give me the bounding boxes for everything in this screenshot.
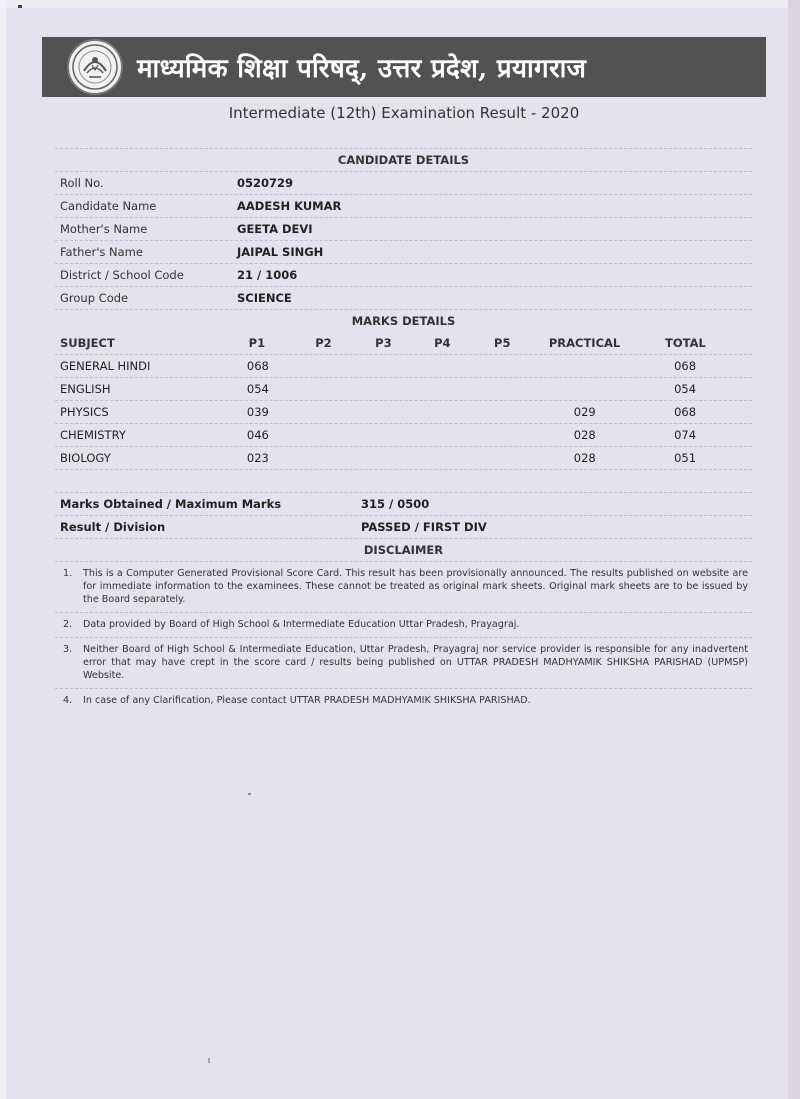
marks-summary-row: [55, 493, 752, 516]
total-cell: 074: [674, 428, 697, 442]
p3-cell: [339, 378, 431, 400]
p2-cell: [310, 378, 339, 400]
group-code-value: SCIENCE: [237, 291, 292, 305]
disclaimer-item: [55, 638, 752, 689]
group-code-label: Group Code: [60, 291, 129, 305]
practical-cell: 028: [573, 451, 596, 465]
table-row: [55, 424, 752, 447]
marks-table: [55, 332, 752, 470]
total-cell: 054: [674, 382, 697, 396]
p5-cell: [458, 447, 552, 469]
disclaimer-text: Neither Board of High School & Intermediate Education, Uttar Pradesh, Prayagraj nor service provider is responsible for any inadvertent error that may have crept in the score card / results being published on UTTAR PRADESH MADHYAMIK SHIKSHA PARISHAD (UPMSP) Website.: [83, 644, 748, 681]
col-p3: P3: [375, 336, 392, 350]
p5-cell: [458, 355, 552, 377]
subject-cell: GENERAL HINDI: [60, 359, 151, 373]
result-division-label: Result / Division: [60, 520, 166, 534]
col-p1: P1: [248, 336, 266, 350]
col-subject: SUBJECT: [60, 336, 115, 350]
roll-value: 0520729: [237, 176, 294, 190]
disclaimer-item: [55, 613, 752, 638]
p3-cell: [339, 355, 431, 377]
marks-table-header: [55, 332, 752, 355]
up-government-emblem-icon: [67, 39, 123, 95]
result-division-value: PASSED / FIRST DIV: [361, 520, 487, 534]
p5-cell: [458, 378, 552, 400]
p5-cell: [458, 424, 552, 446]
p4-cell: [431, 424, 458, 446]
father-name-value: JAIPAL SINGH: [237, 245, 324, 259]
total-cell: 068: [674, 405, 697, 419]
practical-cell: 029: [573, 405, 596, 419]
col-p5: P5: [494, 336, 511, 350]
subject-cell: BIOLOGY: [60, 451, 111, 465]
table-row: [55, 355, 752, 378]
detail-row-father: [55, 241, 752, 264]
p3-cell: [339, 401, 431, 423]
detail-row-group: [55, 287, 752, 310]
scan-speck: [208, 1058, 210, 1063]
p4-cell: [431, 447, 458, 469]
marks-details-heading: MARKS DETAILS: [351, 314, 456, 328]
mother-name-value: GEETA DEVI: [237, 222, 313, 236]
detail-row-name: [55, 195, 752, 218]
total-cell: 068: [674, 359, 697, 373]
col-practical: PRACTICAL: [548, 336, 621, 350]
subject-cell: PHYSICS: [60, 405, 109, 419]
detail-row-district: [55, 264, 752, 287]
disclaimer-text: Data provided by Board of High School & Intermediate Education Uttar Pradesh, Prayagraj.: [83, 619, 520, 630]
candidate-details: [55, 172, 752, 310]
board-header: [42, 37, 766, 97]
table-row: [55, 378, 752, 401]
disclaimer-number: 1.: [63, 568, 73, 579]
candidate-name-label: Candidate Name: [60, 199, 157, 213]
scan-speck: [18, 5, 22, 8]
p1-cell: 054: [246, 382, 269, 396]
p4-cell: [431, 401, 458, 423]
disclaimer-number: 4.: [63, 695, 73, 706]
detail-row-roll: [55, 172, 752, 195]
scan-speck: [248, 793, 251, 795]
p1-cell: 023: [246, 451, 269, 465]
p4-cell: [431, 355, 458, 377]
exam-title: Intermediate (12th) Examination Result - 2020: [228, 104, 580, 122]
district-school-value: 21 / 1006: [237, 268, 298, 282]
p2-cell: [310, 355, 339, 377]
disclaimer-heading: DISCLAIMER: [55, 539, 752, 562]
col-total: TOTAL: [665, 336, 706, 350]
disclaimer-text: In case of any Clarification, Please contact UTTAR PRADESH MADHYAMIK SHIKSHA PARISHAD.: [83, 695, 531, 706]
father-name-label: Father's Name: [60, 245, 143, 259]
p3-cell: [339, 424, 431, 446]
result-card: [55, 148, 752, 713]
total-cell: 051: [674, 451, 697, 465]
practical-cell: [551, 355, 618, 377]
marks-obtained-label: Marks Obtained / Maximum Marks: [60, 497, 282, 511]
detail-row-mother: [55, 218, 752, 241]
p2-cell: [310, 447, 339, 469]
practical-cell: [551, 378, 618, 400]
disclaimer-item: [55, 562, 752, 613]
p1-cell: 039: [246, 405, 269, 419]
disclaimer-list: [55, 562, 752, 713]
col-p2: P2: [315, 336, 332, 350]
scan-top-strip: [0, 0, 800, 8]
scan-left-edge: [0, 0, 6, 1099]
practical-cell: 028: [573, 428, 596, 442]
disclaimer-text: This is a Computer Generated Provisional Score Card. This result has been provisionally announced. The results published on website are for immediate information to the examinees. These cannot be treated as original mark sheets. Original mark sheets are to be issued by the Board separately.: [83, 568, 748, 605]
subject-cell: CHEMISTRY: [60, 428, 126, 442]
disclaimer-number: 2.: [63, 619, 73, 630]
scan-right-edge: [788, 0, 800, 1099]
roll-label: Roll No.: [60, 176, 104, 190]
p1-cell: 046: [246, 428, 269, 442]
table-row: [55, 447, 752, 470]
candidate-name-value: AADESH KUMAR: [237, 199, 342, 213]
spacer-row: [55, 470, 752, 493]
disclaimer-number: 3.: [63, 644, 73, 655]
p2-cell: [310, 401, 339, 423]
marks-obtained-value: 315 / 0500: [361, 497, 430, 511]
table-row: [55, 401, 752, 424]
disclaimer-item: [55, 689, 752, 713]
subject-cell: ENGLISH: [60, 382, 111, 396]
p5-cell: [458, 401, 552, 423]
result-division-row: [55, 516, 752, 539]
board-name: माध्यमिक शिक्षा परिषद्, उत्तर प्रदेश, प्रयागराज: [137, 54, 587, 84]
p4-cell: [431, 378, 458, 400]
candidate-details-heading: CANDIDATE DETAILS: [55, 149, 752, 172]
p1-cell: 068: [246, 359, 269, 373]
p3-cell: [339, 447, 431, 469]
p2-cell: [310, 424, 339, 446]
mother-name-label: Mother's Name: [60, 222, 148, 236]
col-p4: P4: [434, 336, 451, 350]
district-school-label: District / School Code: [60, 268, 184, 282]
